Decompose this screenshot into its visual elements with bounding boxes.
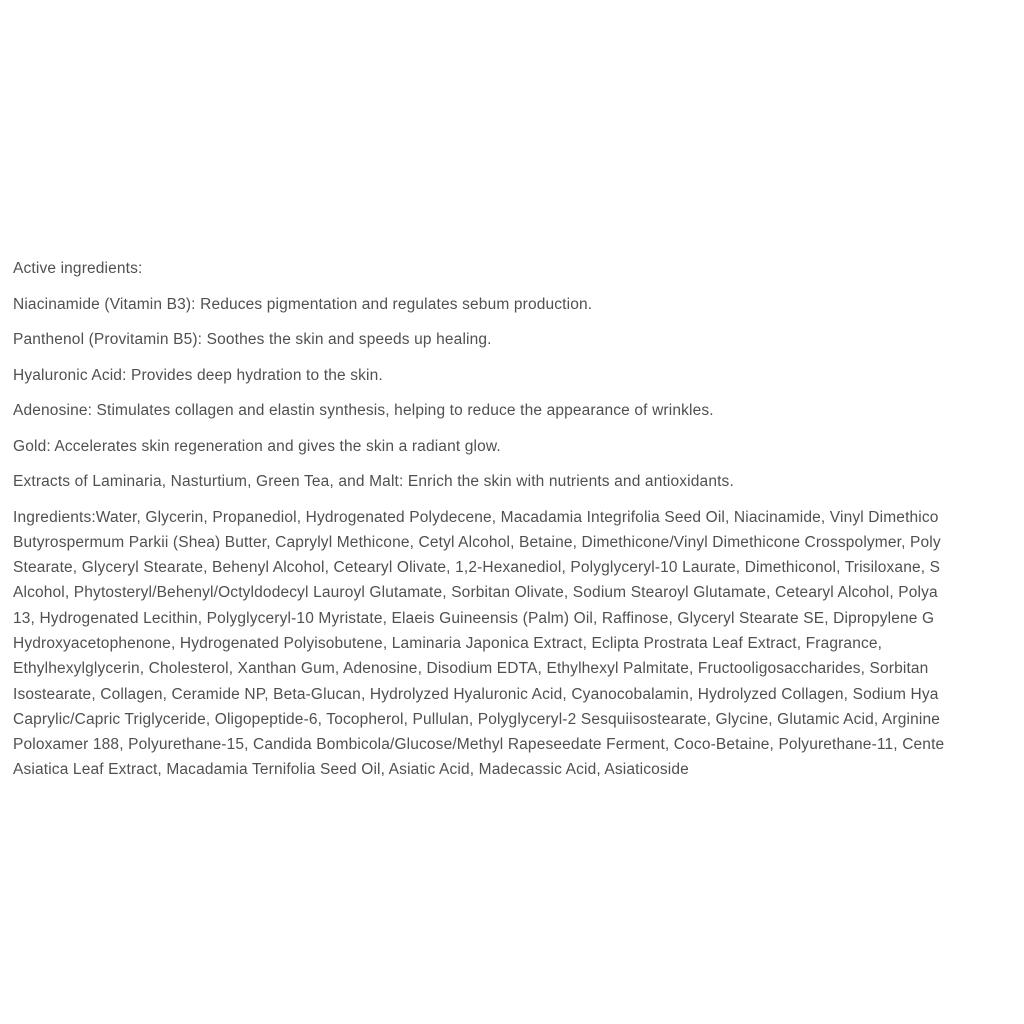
ingredients-line: Ingredients:Water, Glycerin, Propanediol, Hydrogenated Polydecene, Macadamia Integrifolia Seed Oil, Niacinamide, Vinyl Dimethico	[13, 508, 939, 526]
ingredients-line: Hydroxyacetophenone, Hydrogenated Polyisobutene, Laminaria Japonica Extract, Eclipta Prostrata Leaf Extract, Fragrance,	[13, 634, 883, 652]
ingredients-line: Stearate, Glyceryl Stearate, Behenyl Alcohol, Cetearyl Olivate, 1,2-Hexanediol, Polyglyceryl-10 Laurate, Dimethiconol, Trisiloxane, S	[13, 559, 941, 577]
ingredients-line: Ethylhexylglycerin, Cholesterol, Xanthan Gum, Adenosine, Disodium EDTA, Ethylhexyl Palmitate, Fructooligosaccharides, Sorbitan	[13, 660, 929, 678]
product-description	[13, 258, 1024, 785]
ingredients-line: Caprylic/Capric Triglyceride, Oligopeptide-6, Tocopherol, Pullulan, Polyglyceryl-2 Sesquiisostearate, Glycine, Glutamic Acid, Arginine	[13, 710, 940, 728]
active-ingredients-heading: Active ingredients:	[13, 260, 143, 277]
ingredients-line: Asiatica Leaf Extract, Macadamia Ternifolia Seed Oil, Asiatic Acid, Madecassic Acid, Asiaticoside	[13, 761, 689, 779]
active-ingredient-hyaluronic-acid: Hyaluronic Acid: Provides deep hydration to the skin.	[13, 366, 383, 384]
active-ingredient-adenosine: Adenosine: Stimulates collagen and elastin synthesis, helping to reduce the appearance of wrinkles.	[13, 402, 714, 419]
ingredients-line: Butyrospermum Parkii (Shea) Butter, Caprylyl Methicone, Cetyl Alcohol, Betaine, Dimethicone/Vinyl Dimethicone Crosspolymer, Poly	[13, 533, 941, 551]
active-ingredient-panthenol: Panthenol (Provitamin B5): Soothes the skin and speeds up healing.	[13, 331, 492, 348]
active-ingredient-extracts: Extracts of Laminaria, Nasturtium, Green Tea, and Malt: Enrich the skin with nutrients and antioxidants.	[13, 473, 734, 490]
ingredients-line: 13, Hydrogenated Lecithin, Polyglyceryl-10 Myristate, Elaeis Guineensis (Palm) Oil, Raffinose, Glyceryl Stearate SE, Dipropylene G	[13, 609, 935, 627]
active-ingredient-gold: Gold: Accelerates skin regeneration and gives the skin a radiant glow.	[13, 437, 501, 455]
ingredients-line: Isostearate, Collagen, Ceramide NP, Beta-Glucan, Hydrolyzed Hyaluronic Acid, Cyanocobalamin, Hydrolyzed Collagen, Sodium Hya	[13, 685, 939, 703]
active-ingredient-niacinamide: Niacinamide (Vitamin B3): Reduces pigmentation and regulates sebum production.	[13, 295, 593, 313]
ingredients-line: Alcohol, Phytosteryl/Behenyl/Octyldodecyl Lauroyl Glutamate, Sorbitan Olivate, Sodium Stearoyl Glutamate, Cetearyl Alcohol, Polya	[13, 584, 938, 602]
ingredients-list	[13, 507, 1024, 785]
ingredients-line: Poloxamer 188, Polyurethane-15, Candida Bombicola/Glucose/Methyl Rapeseedate Ferment, Coco-Betaine, Polyurethane-11, Cente	[13, 736, 945, 754]
